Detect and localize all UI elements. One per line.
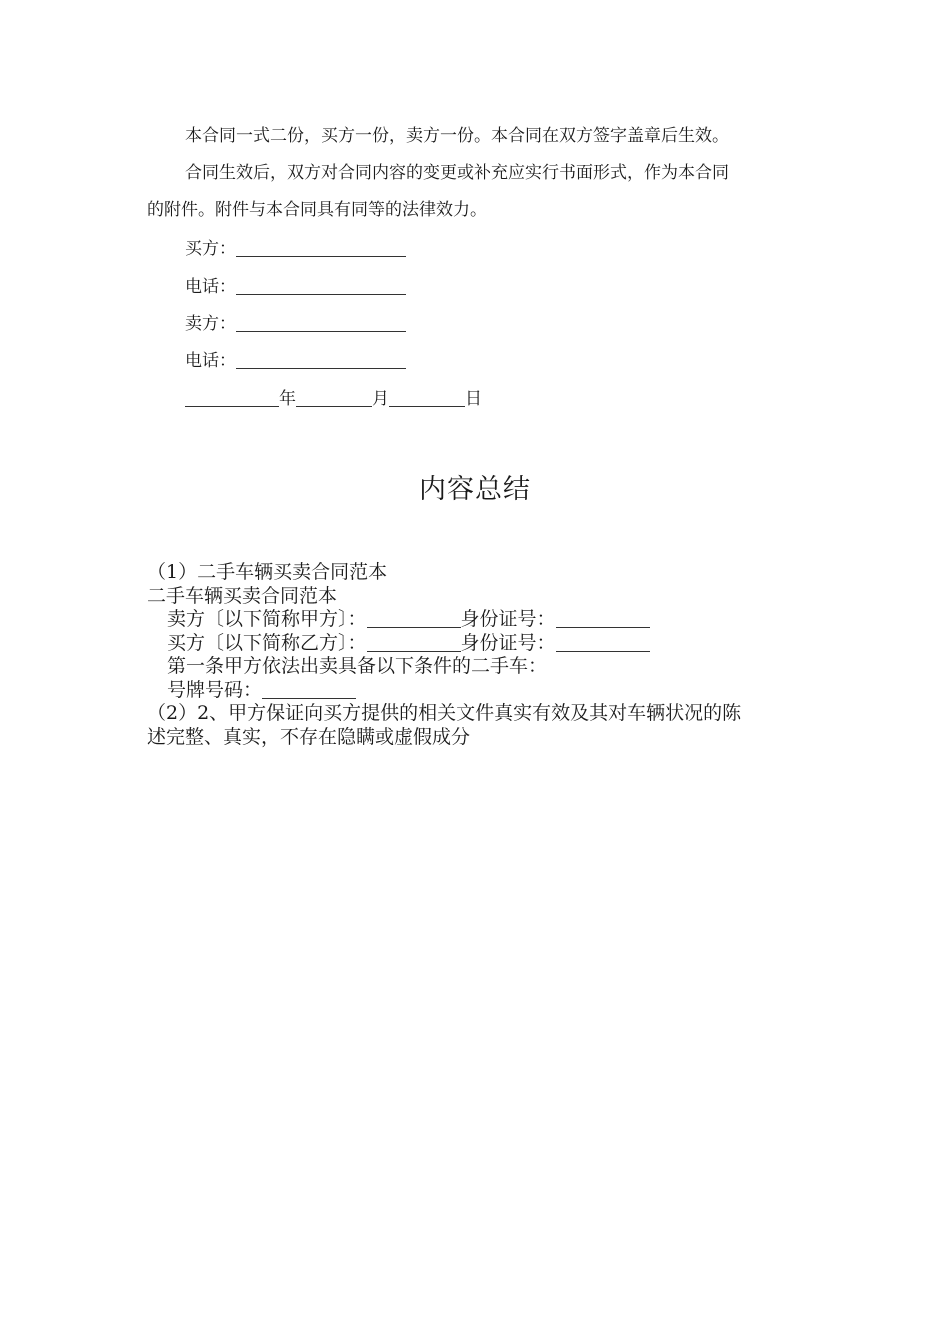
seller-id-blank bbox=[556, 608, 650, 628]
year-label: 年 bbox=[279, 389, 296, 409]
plate-label: 号牌号码： bbox=[167, 678, 263, 701]
buyer-id-blank bbox=[556, 632, 650, 652]
summary-seller-line bbox=[147, 608, 807, 632]
seller-name-blank bbox=[367, 608, 461, 628]
summary-item2-line1: （2）2、甲方保证向买方提供的相关文件真实有效及其对车辆状况的陈 bbox=[147, 702, 742, 724]
seller-line-prefix: 卖方〔以下简称甲方〕： bbox=[167, 608, 367, 630]
seller-id-label: 身份证号： bbox=[460, 608, 556, 630]
day-blank bbox=[389, 389, 465, 407]
contract-closing-text bbox=[147, 118, 807, 229]
summary-content bbox=[147, 561, 807, 749]
seller-phone-label: 电话： bbox=[185, 351, 236, 371]
buyer-blank bbox=[236, 239, 406, 257]
date-line bbox=[185, 387, 482, 411]
plate-blank bbox=[262, 679, 356, 699]
seller-blank bbox=[236, 314, 406, 332]
seller-phone-line bbox=[185, 349, 406, 373]
buyer-line-prefix: 买方〔以下简称乙方〕： bbox=[167, 631, 367, 654]
paragraph-copies: 本合同一式二份，买方一份，卖方一份。本合同在双方签字盖章后生效。 bbox=[185, 126, 729, 146]
seller-label: 卖方： bbox=[185, 314, 236, 334]
seller-phone-blank bbox=[236, 351, 406, 369]
summary-heading: 内容总结 bbox=[419, 474, 531, 505]
buyer-id-label: 身份证号： bbox=[460, 631, 556, 654]
buyer-phone-blank bbox=[236, 277, 406, 295]
buyer-phone-label: 电话： bbox=[185, 277, 236, 297]
summary-plate-line bbox=[147, 679, 807, 703]
summary-item1-subtitle: 二手车辆买卖合同范本 bbox=[147, 584, 338, 607]
summary-article1: 第一条甲方依法出卖具备以下条件的二手车： bbox=[167, 655, 548, 677]
summary-item1-title: （1）二手车辆买卖合同范本 bbox=[147, 561, 388, 583]
summary-buyer-line bbox=[147, 632, 807, 656]
year-blank bbox=[185, 389, 279, 407]
day-label: 日 bbox=[465, 389, 482, 409]
buyer-label: 买方： bbox=[185, 239, 236, 259]
summary-item2-line2: 述完整、真实，不存在隐瞒或虚假成分 bbox=[147, 725, 471, 748]
paragraph-amendments-line2: 的附件。附件与本合同具有同等的法律效力。 bbox=[147, 200, 487, 220]
buyer-name-blank bbox=[367, 632, 461, 652]
month-blank bbox=[296, 389, 372, 407]
seller-signature-line bbox=[185, 312, 406, 336]
buyer-signature-line bbox=[185, 237, 406, 261]
month-label: 月 bbox=[372, 389, 389, 409]
buyer-phone-line bbox=[185, 275, 406, 299]
paragraph-amendments-line1: 合同生效后，双方对合同内容的变更或补充应实行书面形式，作为本合同 bbox=[185, 163, 729, 183]
